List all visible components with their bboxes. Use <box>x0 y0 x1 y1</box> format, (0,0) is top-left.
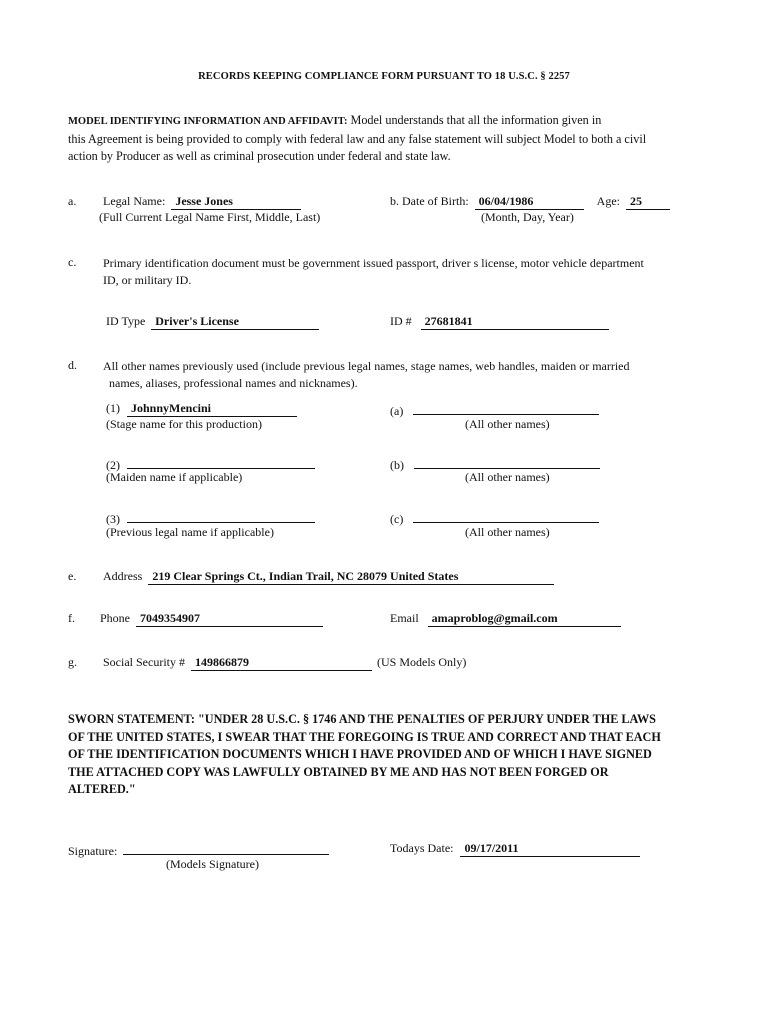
signature-row <box>68 841 329 858</box>
ssn-note: (US Models Only) <box>376 655 467 669</box>
age-label: Age: <box>596 194 620 208</box>
ssn-label: Social Security # <box>103 655 185 669</box>
sworn-line-3: OF THE IDENTIFICATION DOCUMENTS WHICH I HAVE PROVIDED AND OF WHICH I HAVE SIGNED <box>68 747 652 762</box>
maiden-name-caption: (Maiden name if applicable) <box>106 470 243 484</box>
intro-text-3: action by Producer as well as criminal prosecution under federal and state law. <box>68 149 451 163</box>
section-d-text-1: All other names previously used (include previous legal names, stage names, web handles, maiden or married <box>103 359 630 373</box>
legal-name-field[interactable]: Jesse Jones <box>171 195 301 210</box>
section-c-letter: c. <box>68 255 77 269</box>
intro-text-1: Model understands that all the information given in <box>347 113 602 127</box>
sworn-line-2: OF THE UNITED STATES, I SWEAR THAT THE FOREGOING IS TRUE AND CORRECT AND THAT EACH <box>68 729 661 744</box>
section-a-letter: a. <box>68 194 77 208</box>
address-label: Address <box>103 569 143 583</box>
other-name-b-field[interactable] <box>414 455 600 469</box>
phone-row <box>100 611 323 627</box>
address-row <box>103 569 554 585</box>
ssn-field[interactable]: 149866879 <box>191 656 372 671</box>
other-name-3-label: (3) <box>106 512 120 526</box>
todays-date-row <box>390 841 640 857</box>
other-name-c-caption: (All other names) <box>465 525 550 539</box>
stage-name-field[interactable]: JohnnyMencini <box>127 402 297 417</box>
dob-caption: (Month, Day, Year) <box>481 210 574 224</box>
dob-row <box>390 194 670 210</box>
section-e-letter: e. <box>68 569 77 583</box>
id-number-label: ID # <box>390 314 412 328</box>
other-name-1-label: (1) <box>106 401 120 415</box>
section-c-text <box>103 255 644 289</box>
dob-field[interactable]: 06/04/1986 <box>475 195 584 210</box>
section-g-letter: g. <box>68 655 77 669</box>
section-c-text-1: Primary identification document must be government issued passport, driver s license, motor vehicle department <box>103 256 644 270</box>
form-title: RECORDS KEEPING COMPLIANCE FORM PURSUANT TO 18 U.S.C. § 2257 <box>198 71 570 82</box>
other-name-2-label: (2) <box>106 458 120 472</box>
email-row <box>390 611 621 627</box>
id-number-field[interactable]: 27681841 <box>421 315 609 330</box>
previous-legal-name-field[interactable] <box>127 509 315 523</box>
email-label: Email <box>390 611 419 625</box>
id-type-field[interactable]: Driver's License <box>151 315 319 330</box>
section-d-text <box>103 358 630 392</box>
other-name-a-row <box>390 401 599 418</box>
legal-name-label: Legal Name: <box>103 194 166 208</box>
phone-label: Phone <box>100 611 130 625</box>
stage-name-caption: (Stage name for this production) <box>106 417 262 431</box>
other-name-c-label: (c) <box>390 512 404 526</box>
ssn-row <box>103 655 466 671</box>
other-name-b-label: (b) <box>390 458 404 472</box>
address-field[interactable]: 219 Clear Springs Ct., Indian Trail, NC 28079 United States <box>148 570 554 585</box>
id-number-row <box>390 314 609 330</box>
sworn-statement <box>68 711 718 799</box>
signature-field[interactable] <box>123 841 329 855</box>
intro-paragraph <box>68 112 708 166</box>
id-type-row <box>106 314 319 330</box>
other-name-a-caption: (All other names) <box>465 417 550 431</box>
legal-name-caption: (Full Current Legal Name First, Middle, Last) <box>99 210 321 224</box>
section-d-text-2: names, aliases, professional names and nicknames). <box>109 376 358 390</box>
other-name-a-field[interactable] <box>413 401 599 415</box>
intro-text-2: this Agreement is being provided to comply with federal law and any false statement will subject Model to both a civil <box>68 131 647 146</box>
email-field[interactable]: amaproblog@gmail.com <box>428 612 621 627</box>
section-c-text-2: ID, or military ID. <box>103 273 192 287</box>
sworn-line-4: THE ATTACHED COPY WAS LAWFULLY OBTAINED BY ME AND HAS NOT BEEN FORGED OR <box>68 764 609 779</box>
dob-label: b. Date of Birth: <box>390 194 469 208</box>
other-name-3-row <box>106 509 315 526</box>
todays-date-field[interactable]: 09/17/2011 <box>460 842 640 857</box>
legal-name-row <box>103 194 301 210</box>
sworn-line-5: ALTERED." <box>68 782 136 797</box>
sworn-line-1: SWORN STATEMENT: "UNDER 28 U.S.C. § 1746 AND THE PENALTIES OF PERJURY UNDER THE LAWS <box>68 712 656 726</box>
todays-date-label: Todays Date: <box>390 841 454 855</box>
section-f-letter: f. <box>68 611 75 625</box>
signature-caption: (Models Signature) <box>166 857 259 871</box>
phone-field[interactable]: 7049354907 <box>136 612 323 627</box>
other-name-c-row <box>390 509 599 526</box>
other-name-1-row <box>106 401 297 417</box>
age-field[interactable]: 25 <box>626 195 670 210</box>
other-name-a-label: (a) <box>390 404 404 418</box>
signature-label: Signature: <box>68 844 118 858</box>
maiden-name-field[interactable] <box>127 455 315 469</box>
section-d-letter: d. <box>68 358 77 372</box>
other-name-c-field[interactable] <box>413 509 599 523</box>
other-name-b-caption: (All other names) <box>465 470 550 484</box>
id-type-label: ID Type <box>106 314 146 328</box>
intro-heading: MODEL IDENTIFYING INFORMATION AND AFFIDAVIT: <box>68 116 348 127</box>
previous-legal-name-caption: (Previous legal name if applicable) <box>106 525 274 539</box>
